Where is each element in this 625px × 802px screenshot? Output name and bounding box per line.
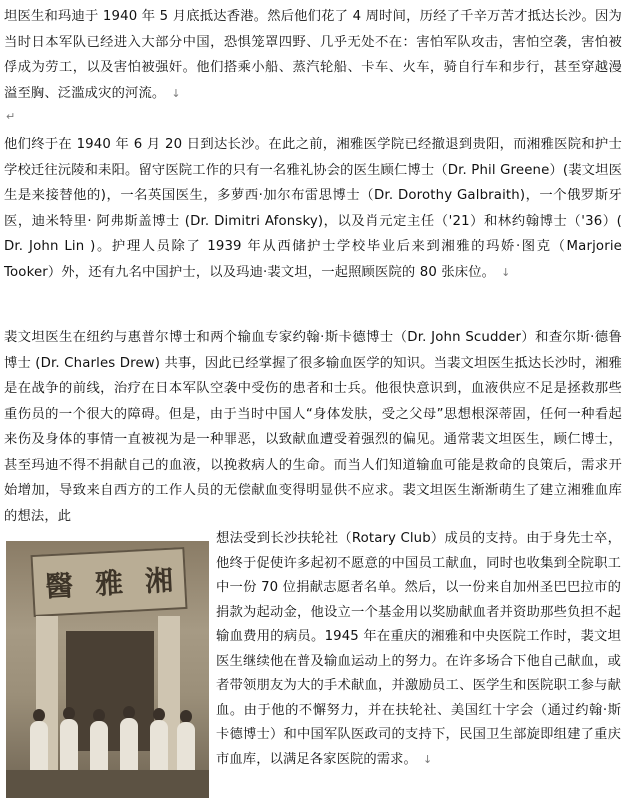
paragraph-mark-icon: ↓ — [501, 265, 511, 279]
paragraph-3 — [4, 325, 622, 529]
paragraph-2 — [4, 132, 622, 285]
paragraph-mark-icon: ↓ — [171, 86, 181, 100]
paragraph-2-text: 他们终于在 1940 年 6 月 20 日到达长沙。在此之前，湘雅医学院已经撤退到贵阳，而湘雅医院和护士学校迁往沅陵和耒阳。留守医院工作的只有一名雅礼协会的医生顾仁博士（Dr. Phil Greene）(裴文坦医生是来接替他的)，一名英国医生，多萝西·加尔布雷思博士（Dr. Dorothy Galbraith)，一个俄罗斯牙医，迪米特里· 阿弗斯盖博士 (Dr. Dimitri Afonsky)，以及肖元定主任（'21）和林约翰博士（'36）( Dr. John Lin )。护理人员除了 1939 年从西储护士学校毕业后来到湘雅的玛娇·图克（Marjorie Tooker）外，还有九名中国护士，以及玛迪·裴文坦，一起照顾医院的 80 张床位。 — [4, 137, 623, 280]
wrapped-paragraph-text: 想法受到长沙扶轮社（Rotary Club）成员的支持。由于身先士卒，他终于促使许多起初不愿意的中国员工献血，同时也收集到全院职工中一份 70 位捐献志愿者名单。然后，以一份来自加州圣巴巴拉市的捐款为起动金，他设立一个基金用以奖励献血者并资助那些负担不起输血费用的病员。1945 年在重庆的湘雅和中央医院工作时，裴文坦医生继续他在普及输血运动上的努力。在许多场合下他自己献血，或者带领朋友为大的手术献血，并激励员工、医学生和医院职工参与献血。由于他的不懈努力，并在扶轮社、美国红十字会（通过约翰·斯卡德博士）和中国军队医政司的支持下，民国卫生部旋即组建了重庆市血库，以满足各家医院的需求。 — [216, 531, 621, 767]
hospital-sign-board — [30, 547, 187, 617]
sign-char-2: 雅 — [94, 566, 124, 601]
paragraph-1-text: 坦医生和玛迪于 1940 年 5 月底抵达香港。然后他们花了 4 周时间，历经了千辛万苦才抵达长沙。因为当时日本军队已经进入大部分中国，恐惧笼罩四野、几乎无处不在：害怕军队攻击，害怕空袭，害怕被俘成为劳工，以及害怕被强奸。他们搭乘小船、蒸汽轮船、卡车、火车，骑自行车和步行，甚至穿越漫溢至胸、泛滥成灾的河流。 — [4, 9, 622, 101]
photo-ground — [6, 770, 209, 798]
paragraph-mark-icon: ↓ — [422, 752, 433, 766]
wrapped-paragraph — [216, 527, 621, 772]
empty-paragraph-mark-icon: ↵ — [6, 110, 16, 123]
sign-char-1: 湘 — [144, 563, 174, 599]
paragraph-3-text: 裴文坦医生在纽约与惠普尔博士和两个输血专家约翰·斯卡德博士（Dr. John Scudder）和查尔斯·德鲁博士 (Dr. Charles Drew) 共事，因此已经掌握了很多输血医学的知识。当裴文坦医生抵达长沙时，湘雅是在战争的前线，治疗在日本军队空袭中受伤的患者和士兵。他很快意识到，血液供应不足是拯救那些重伤员的一个很大的障碍。但是，由于当时中国人“身体发肤，受之父母”思想根深蒂固，任何一种看起来伤及身体的事情一直被视为是一种罪恶，以致献血遭受着强烈的偏见。通常裴文坦医生，顾仁博士，甚至玛迪不得不捐献自己的血液，以挽救病人的生命。而当人们知道输血可能是救命的良策后，需求开始增加，导致来自西方的工作人员的无偿献血变得明显供不应求。裴文坦医生渐渐萌生了建立湘雅血库的想法，此 — [4, 330, 622, 524]
paragraph-1 — [4, 4, 622, 106]
building-doorway — [66, 631, 154, 751]
sign-char-3: 醫 — [44, 568, 74, 604]
hospital-staff-photo — [6, 541, 209, 798]
